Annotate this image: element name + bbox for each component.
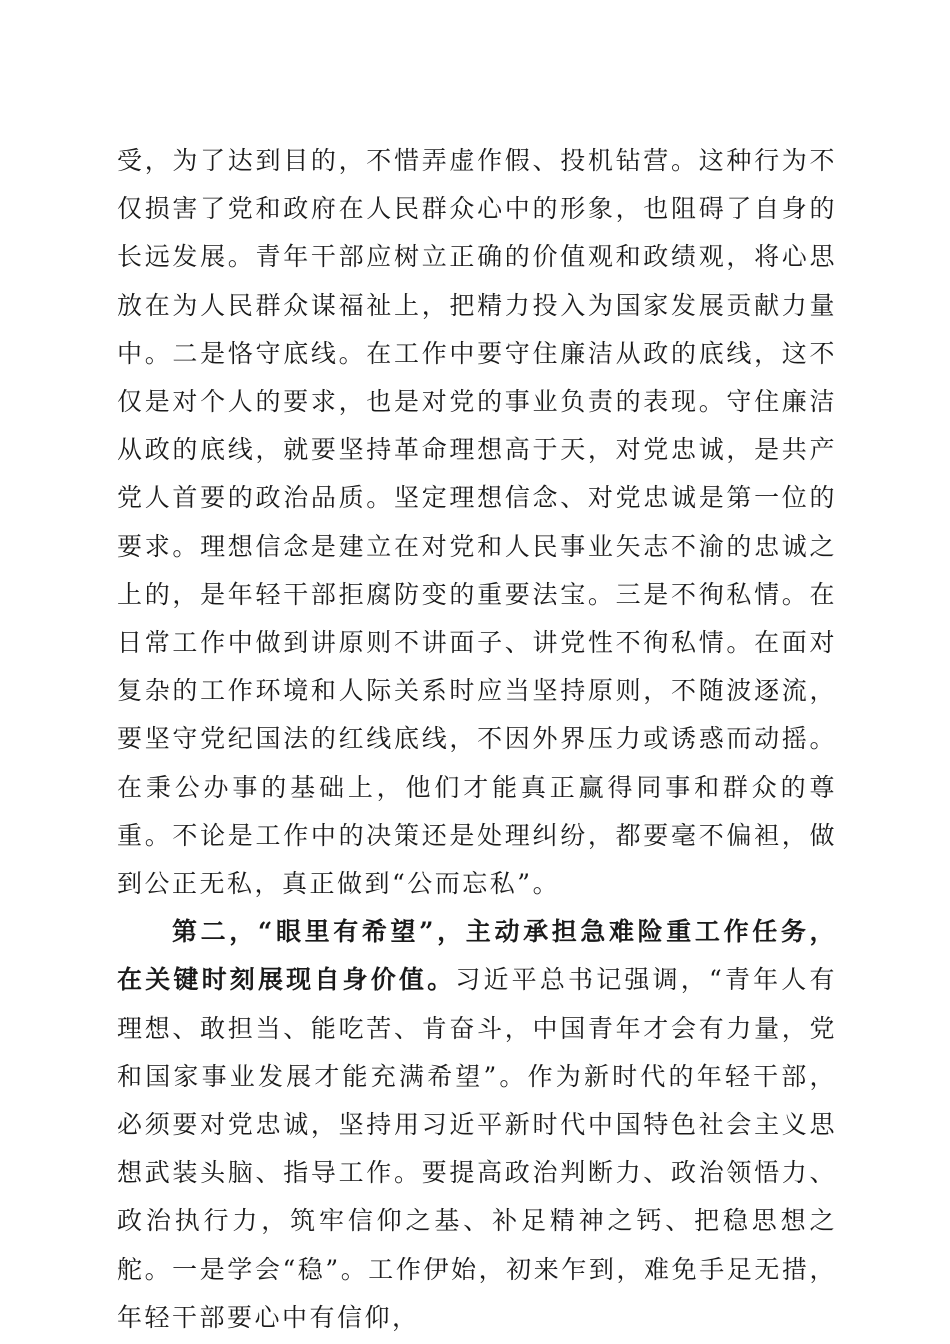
paragraph-section-two	[117, 908, 837, 1342]
paragraph-continuation	[117, 137, 837, 908]
document-body	[117, 137, 837, 1342]
paragraph-text: 习近平总书记强调，“青年人有理想、敢担当、能吃苦、肯奋斗，中国青年才会有力量，党和国家事业发展才能充满希望”。作为新时代的年轻干部，必须要对党忠诚，坚持用习近平新时代中国特色社会主义思想武装头脑、指导工作。要提高政治判断力、政治领悟力、政治执行力，筑牢信仰之基、补足精神之钙、把稳思想之舵。一是学会“稳”。工作伊始，初来乍到，难免手足无措，年轻干部要心中有信仰，	[117, 965, 837, 1332]
paragraph-lead-heading: 第二，“眼里有希望”，主动承担急难险重工作任务，在关键时刻展现自身价值。	[117, 917, 837, 995]
paragraph-text: 受，为了达到目的，不惜弄虚作假、投机钻营。这种行为不仅损害了党和政府在人民群众心中的形象，也阻碍了自身的长远发展。青年干部应树立正确的价值观和政绩观，将心思放在为人民群众谋福祉上，把精力投入为国家发展贡献力量中。二是恪守底线。在工作中要守住廉洁从政的底线，这不仅是对个人的要求，也是对党的事业负责的表现。守住廉洁从政的底线，就要坚持革命理想高于天，对党忠诚，是共产党人首要的政治品质。坚定理想信念、对党忠诚是第一位的要求。理想信念是建立在对党和人民事业矢志不渝的忠诚之上的，是年轻干部拒腐防变的重要法宝。三是不徇私情。在日常工作中做到讲原则不讲面子、讲党性不徇私情。在面对复杂的工作环境和人际关系时应当坚持原则，不随波逐流，要坚守党纪国法的红线底线，不因外界压力或诱惑而动摇。在秉公办事的基础上，他们才能真正赢得同事和群众的尊重。不论是工作中的决策还是处理纠纷，都要毫不偏袒，做到公正无私，真正做到“公而忘私”。	[117, 146, 837, 899]
